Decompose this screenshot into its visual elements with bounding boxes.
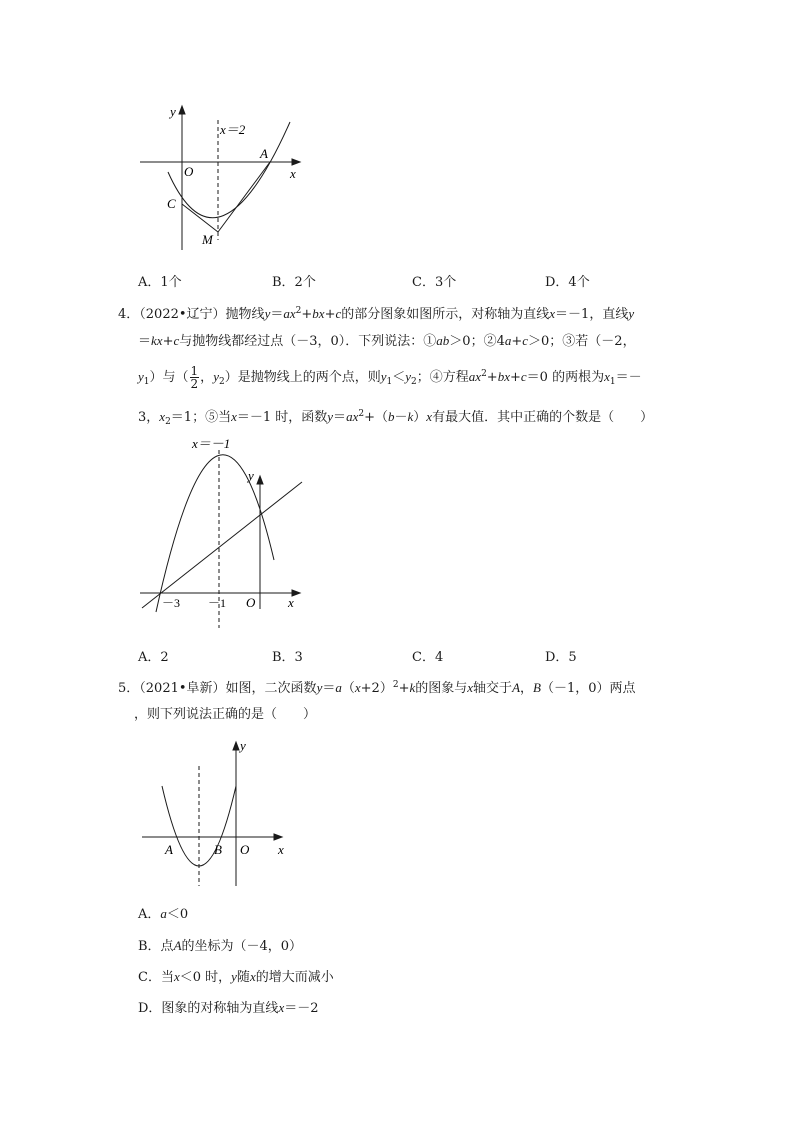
q4-source: （2022•辽宁） — [139, 307, 226, 322]
q3-option-b: B．2个 — [272, 275, 316, 290]
q5-line-1: 5．（2021•阜新）如图，二次函数$y=a(x+2)^2+k$的图象与x轴交于A，B（－1，0）两点 — [118, 680, 636, 696]
q3-point-c-label: C — [167, 196, 176, 211]
q3-y-arrow-icon — [179, 106, 185, 114]
q4-option-b: B．3 — [272, 650, 303, 665]
q4-figure — [130, 434, 310, 634]
q5-number: 5． — [118, 681, 140, 696]
q4-origin-label: O — [246, 595, 256, 610]
q5-option-d: D．图象的对称轴为直线x＝－2 — [138, 1000, 319, 1016]
q4-tick-neg1: －1 — [208, 596, 227, 610]
q5-x-label: x — [278, 842, 284, 857]
q4-line-4: 3，$x_2=1$；⑤当x＝－1 时，函数$y=ax^2+(b-k)x$有最大值．其中正确的个数是（ ） — [138, 409, 654, 427]
q4-x-label: x — [288, 595, 294, 610]
q4-option-c: C．4 — [412, 650, 444, 665]
q3-option-d: D．4个 — [545, 275, 590, 290]
q5-option-c: C．当x＜0 时，y随x的增大而减小 — [138, 969, 334, 985]
q3-point-a-label: A — [260, 146, 268, 161]
q4-y-arrow-icon — [257, 476, 263, 484]
q3-option-c: C．3个 — [412, 275, 457, 290]
q5-y-label: y — [240, 738, 246, 753]
q4-fraction-half: $\frac{1}{2}$ — [190, 364, 199, 391]
q4-option-d: D．5 — [545, 650, 577, 665]
q4-y-label: y — [248, 468, 254, 483]
q4-tick-neg3: －3 — [162, 596, 181, 610]
q5-point-a-label: A — [165, 842, 173, 857]
q3-point-m-label: M — [202, 232, 213, 247]
q3-x-arrow-icon — [292, 159, 300, 165]
q4-parabola — [156, 455, 274, 612]
q3-y-label: y — [170, 104, 176, 119]
q5-y-arrow-icon — [233, 742, 239, 750]
q3-symmetry-label: x＝2 — [220, 122, 246, 137]
q5-option-a: A．a＜0 — [138, 906, 189, 922]
q5-point-b-label: B — [214, 842, 222, 857]
q3-figure — [130, 100, 310, 250]
q5-line-2: ，则下列说法正确的是（ ） — [134, 707, 317, 722]
q4-number: 4． — [118, 307, 140, 322]
q5-source: （2021•阜新） — [139, 681, 226, 696]
q3-x-label: x — [290, 166, 296, 181]
q5-option-b: B．点A的坐标为（－4，0） — [138, 938, 303, 954]
q5-origin-label: O — [240, 842, 250, 857]
q3-origin-label: O — [184, 164, 194, 179]
q4-line-3: $y_1$）与（ $\frac{1}{2}$ ，$y_2$）是抛物线上的两个点，则$y_1<y_2$；④方程$ax^2+bx+c=0$ 的两根为$x_1=-$ — [138, 364, 642, 391]
q4-line-kx-c — [142, 482, 302, 608]
q3-segment-ma — [218, 162, 270, 232]
q5-figure — [130, 734, 300, 890]
q4-line-2: ＝kx+c与抛物线都经过点（－3，0）．下列说法：①ab＞0；②4a+c＞0；③若（－2， — [138, 333, 636, 349]
q4-option-a: A．2 — [138, 650, 169, 665]
q3-option-a: A．1个 — [138, 275, 182, 290]
q5-x-arrow-icon — [274, 834, 282, 840]
q4-symmetry-label: x＝－1 — [192, 436, 231, 451]
q4-line-1: 4．（2022•辽宁）抛物线$y=ax^2+bx+c$的部分图象如图所示，对称轴为直线x＝－1，直线y — [118, 306, 635, 322]
